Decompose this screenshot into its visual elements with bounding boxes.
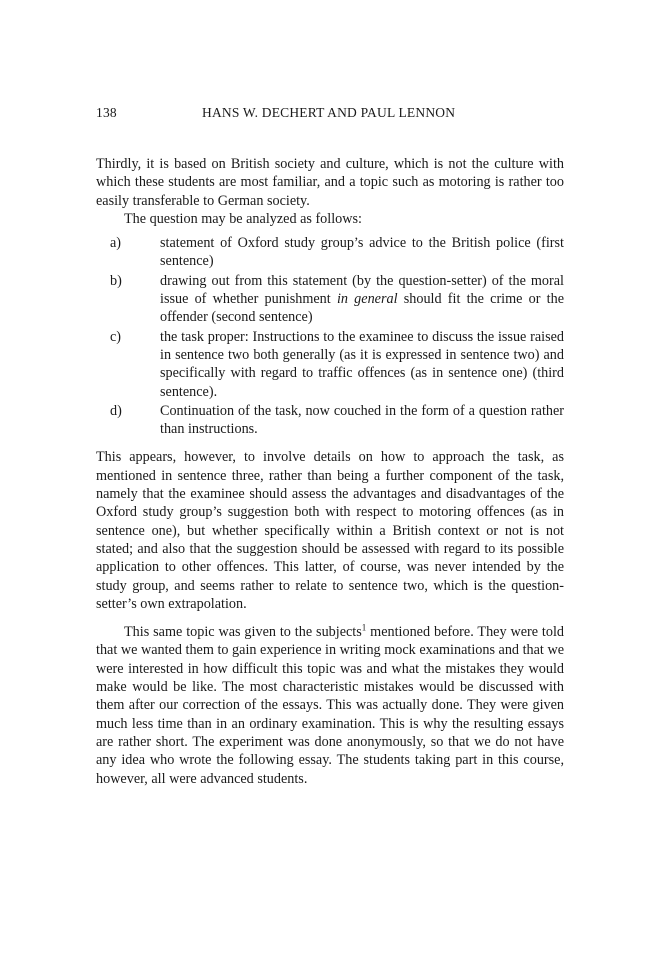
list-item-c <box>96 328 564 401</box>
list-item-text-part: should fit the crime or the offender (second sentence) <box>160 291 565 326</box>
list-item-text <box>160 272 564 327</box>
paragraph-gap <box>96 613 564 623</box>
book-page <box>96 105 564 788</box>
list-marker: a) <box>110 235 122 252</box>
list-item-text: the task proper: Instructions to the examinee to discuss the issue raised in sentence two both generally (as it is expressed in sentence two) and specifically with regard to traffic offences (as in sentence one) (third sentence). <box>160 328 564 400</box>
running-head-authors: HANS W. DECHERT AND PAUL LENNON <box>202 105 456 120</box>
list-item-a <box>96 234 564 271</box>
paragraph-task-details: This appears, however, to involve details on how to approach the task, as mentioned in sentence three, rather than being a further component of the task, namely that the examinee should assess the advantages and disadvantages of the Oxford study group’s suggestion both with respect to motoring offences (as in sentence one), but whether specifically within a British context or not is not stated; and also that the suggestion should be assessed with regard to its possible application to other offences. This latter, of course, was never intended by the study group, and seems rather to relate to sentence two, which is the question-setter’s own extrapolation. <box>96 449 564 612</box>
running-head <box>96 105 564 127</box>
emphasis-in-general: in general <box>336 291 398 308</box>
list-item-text: Continuation of the task, now couched in the form of a question rather than instructions. <box>160 402 564 438</box>
analysis-list <box>96 234 564 438</box>
paragraph-text-part: mentioned before. They were told that we wanted them to gain experience in writing mock examinations and that we were interested in how difficult this topic was and what the mistakes they would make would be like. The most characteristic mistakes would be discussed with them after our correction of the essays. This was actually done. They were given much less time than in an ordinary examination. This is why the resulting essays are rather short. The experiment was done anonymously, so that we do not have any idea who wrote the following essay. The students taking part in this course, however, all were advanced students. <box>96 624 564 787</box>
list-marker: d) <box>110 402 122 419</box>
list-item-b <box>96 272 564 327</box>
list-marker: c) <box>110 328 122 345</box>
list-item-d <box>96 402 564 439</box>
page-number: 138 <box>96 105 117 120</box>
paragraph-topic-given <box>96 623 564 788</box>
list-item-text: statement of Oxford study group’s advice to the British police (first sentence) <box>160 235 564 270</box>
paragraph-analysis-intro: The question may be analyzed as follows: <box>124 210 362 227</box>
body-text <box>96 155 564 788</box>
list-marker: b) <box>110 272 122 289</box>
list-item-text-part: drawing out from this statement (by the question-setter) of the moral issue of whether punishment <box>160 272 564 308</box>
footnote-marker[interactable]: 1 <box>361 622 367 633</box>
paragraph-thirdly: Thirdly, it is based on British society and culture, which is not the culture with which these students are most familiar, and a topic such as motoring is rather too easily transferable to German society. <box>96 156 564 209</box>
paragraph-text-part: This same topic was given to the subjects <box>124 624 362 641</box>
